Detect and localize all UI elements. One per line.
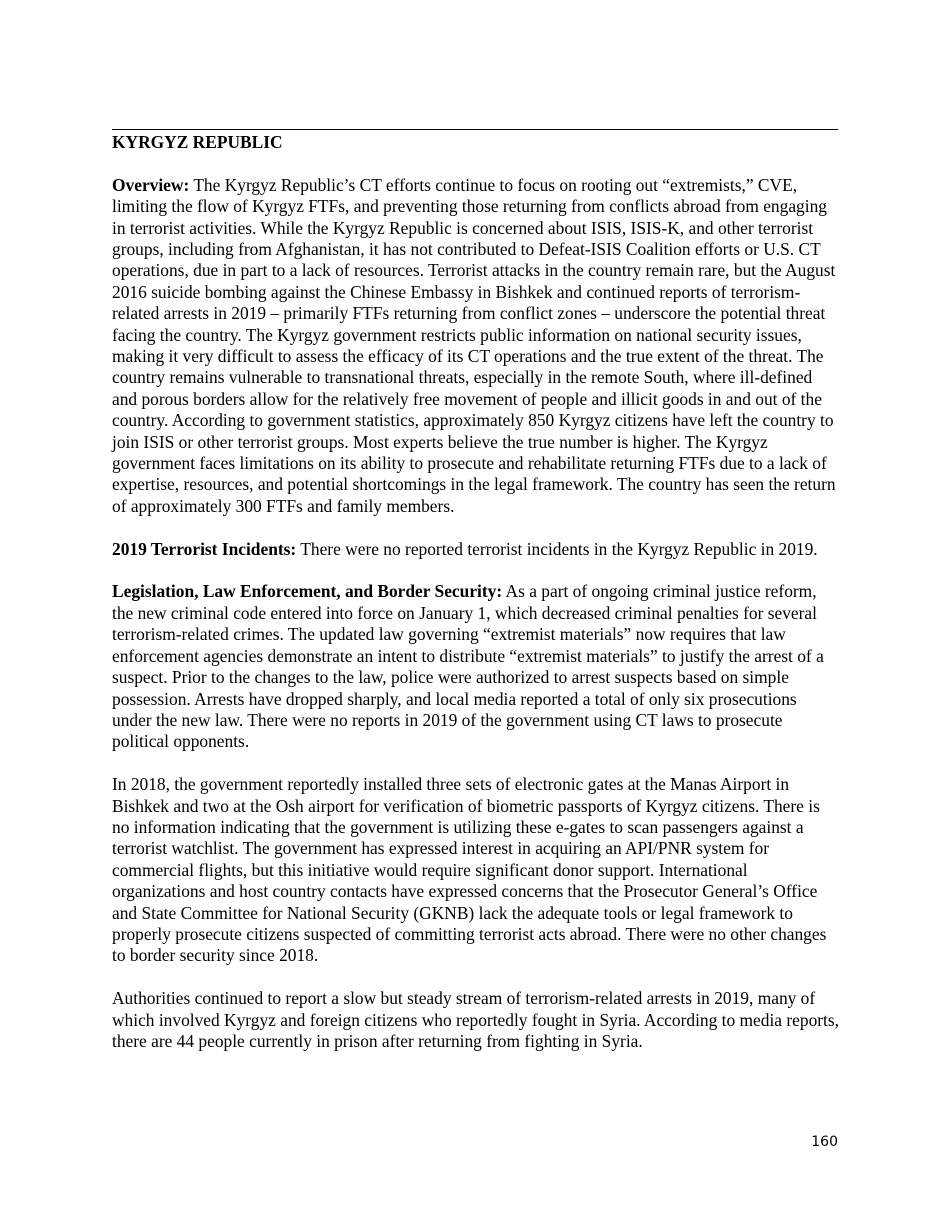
paragraph-label: 2019 Terrorist Incidents: [112,538,297,559]
paragraph-text: The Kyrgyz Republic’s CT efforts continue to focus on rooting out “extremists,” CVE, limiting the flow of Kyrgyz FTFs, and preventing those returning from conflicts abroad from engaging in terrorist activities. While the Kyrgyz Republic is concerned about ISIS, ISIS-K, and other terrorist groups, including from Afghanistan, it has not contributed to Defeat-ISIS Coalition efforts or U.S. CT operations, due in part to a lack of resources. Terrorist attacks in the country remain rare, but the August 2016 suicide bombing against the Chinese Embassy in Bishkek and continued reports of terrorism-related arrests in 2019 – primarily FTFs returning from conflict zones – underscore the potential threat facing the country. The Kyrgyz government restricts public information on national security issues, making it very difficult to assess the efficacy of its CT operations and the true extent of the threat. The country remains vulnerable to transnational threats, especially in the remote South, where ill-defined and porous borders allow for the relatively free movement of people and illicit goods in and out of the country. According to government statistics, approximately 850 Kyrgyz citizens have left the country to join ISIS or other terrorist groups. Most experts believe the true number is higher. The Kyrgyz government faces limitations on its ability to prosecute and rehabilitate returning FTFs due to a lack of expertise, resources, and potential shortcomings in the legal framework. The country has seen the return of approximately 300 FTFs and family members. [112,174,836,516]
page-number: 160 [811,1134,838,1150]
paragraph-text: In 2018, the government reportedly installed three sets of electronic gates at the Manas Airport in Bishkek and two at the Osh airport for verification of biometric passports of Kyrgyz citizens. There is no information indicating that the government is utilizing these e-gates to scan passengers against a terrorist watchlist. The government has expressed interest in acquiring an API/PNR system for commercial flights, but this initiative would require significant donor support. International organizations and host country contacts have expressed concerns that the Prosecutor General’s Office and State Committee for National Security (GKNB) lack the adequate tools or legal framework to properly prosecute citizens suspected of committing terrorist acts abroad. There were no other changes to border security since 2018. [112,774,827,966]
border-gates-paragraph [112,774,840,967]
paragraph-text: As a part of ongoing criminal justice reform, the new criminal code entered into force on January 1, which decreased criminal penalties for several terrorism-related crimes. The updated law governing “extremist materials” now requires that law enforcement agencies demonstrate an intent to distribute “extremist materials” to justify the arrest of a suspect. Prior to the changes to the law, police were authorized to arrest suspects based on simple possession. Arrests have dropped sharply, and local media reported a total of only six prosecutions under the new law. There were no reports in 2019 of the government using CT laws to prosecute political opponents. [112,581,824,752]
section-heading: KYRGYZ REPUBLIC [112,132,283,152]
document-body [112,132,840,1074]
header-rule [112,129,838,130]
legislation-paragraph [112,581,840,752]
paragraph-label: Legislation, Law Enforcement, and Border Security: [112,581,503,602]
paragraph-text: There were no reported terrorist incidents in the Kyrgyz Republic in 2019. [300,538,818,559]
overview-paragraph [112,175,840,518]
paragraph-text: Authorities continued to report a slow but steady stream of terrorism-related arrests in 2019, many of which involved Kyrgyz and foreign citizens who reportedly fought in Syria. According to media reports, there are 44 people currently in prison after returning from fighting in Syria. [112,988,840,1051]
arrests-paragraph [112,988,840,1052]
incidents-paragraph [112,539,840,560]
paragraph-label: Overview: [112,174,190,195]
